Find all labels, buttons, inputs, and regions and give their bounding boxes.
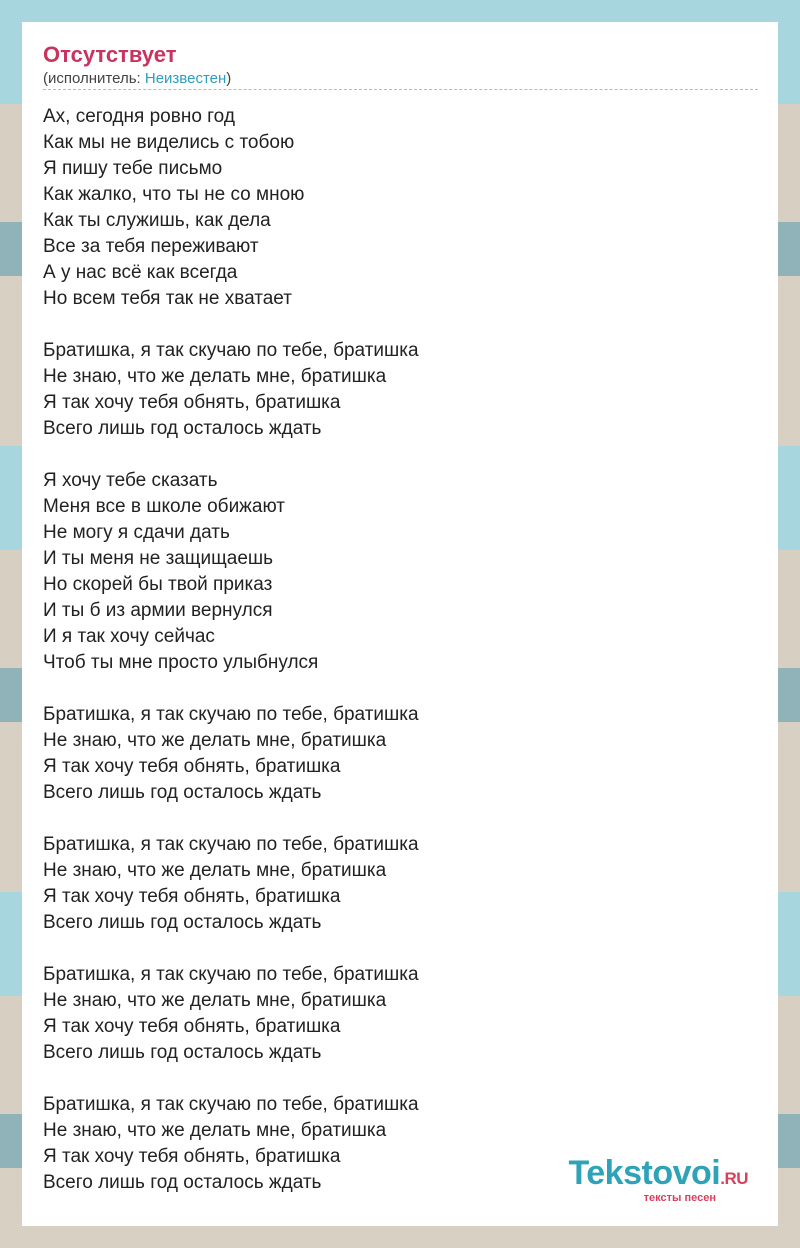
lyrics-line: Все за тебя переживают bbox=[43, 236, 259, 257]
lyrics-stanza bbox=[43, 104, 758, 312]
lyrics-line: Ах, сегодня ровно год bbox=[43, 106, 235, 127]
lyrics-line: Не знаю, что же делать мне, братишка bbox=[43, 730, 387, 751]
lyrics-stanza bbox=[43, 338, 758, 442]
lyrics-stanza bbox=[43, 962, 758, 1066]
song-title: Отсутствует bbox=[43, 42, 177, 67]
lyrics-line: А у нас всё как всегда bbox=[43, 262, 238, 283]
lyrics-line: Братишка, я так скучаю по тебе, братишка bbox=[43, 1094, 419, 1115]
lyrics-line: Я пишу тебе письмо bbox=[43, 158, 223, 179]
lyrics-body bbox=[43, 104, 758, 1196]
lyrics-line: Как жалко, что ты не со мною bbox=[43, 184, 305, 205]
lyrics-card bbox=[22, 22, 778, 1226]
lyrics-line: Меня все в школе обижают bbox=[43, 496, 285, 517]
lyrics-line: Я так хочу тебя обнять, братишка bbox=[43, 756, 341, 777]
lyrics-line: Я так хочу тебя обнять, братишка bbox=[43, 1146, 341, 1167]
lyrics-line: И я так хочу сейчас bbox=[43, 626, 215, 647]
logo-tagline: тексты песен bbox=[643, 1192, 716, 1204]
lyrics-line: Не знаю, что же делать мне, братишка bbox=[43, 1120, 387, 1141]
lyrics-line: Не знаю, что же делать мне, братишка bbox=[43, 366, 387, 387]
lyrics-line: И ты б из армии вернулся bbox=[43, 600, 273, 621]
title-divider bbox=[43, 89, 758, 90]
lyrics-line: Но всем тебя так не хватает bbox=[43, 288, 292, 309]
artist-line bbox=[43, 69, 758, 89]
lyrics-line: И ты меня не защищаешь bbox=[43, 548, 274, 569]
lyrics-line: Всего лишь год осталось ждать bbox=[43, 1042, 322, 1063]
lyrics-line: Братишка, я так скучаю по тебе, братишка bbox=[43, 340, 419, 361]
logo-tld: .RU bbox=[720, 1169, 748, 1188]
lyrics-line: Я так хочу тебя обнять, братишка bbox=[43, 886, 341, 907]
lyrics-line: Как мы не виделись с тобою bbox=[43, 132, 295, 153]
lyrics-line: Как ты служишь, как дела bbox=[43, 210, 271, 231]
site-logo[interactable] bbox=[569, 1156, 748, 1204]
lyrics-line: Но скорей бы твой приказ bbox=[43, 574, 273, 595]
lyrics-line: Всего лишь год осталось ждать bbox=[43, 1172, 322, 1193]
lyrics-stanza bbox=[43, 702, 758, 806]
lyrics-line: Всего лишь год осталось ждать bbox=[43, 418, 322, 439]
lyrics-line: Я так хочу тебя обнять, братишка bbox=[43, 1016, 341, 1037]
lyrics-line: Всего лишь год осталось ждать bbox=[43, 912, 322, 933]
lyrics-stanza bbox=[43, 832, 758, 936]
lyrics-line: Чтоб ты мне просто улыбнулся bbox=[43, 652, 319, 673]
lyrics-stanza bbox=[43, 468, 758, 676]
lyrics-line: Братишка, я так скучаю по тебе, братишка bbox=[43, 834, 419, 855]
logo-name: Tekstovoi bbox=[568, 1154, 721, 1192]
lyrics-line: Братишка, я так скучаю по тебе, братишка bbox=[43, 704, 419, 725]
lyrics-line: Не знаю, что же делать мне, братишка bbox=[43, 990, 387, 1011]
lyrics-line: Не знаю, что же делать мне, братишка bbox=[43, 860, 387, 881]
lyrics-line: Я хочу тебе сказать bbox=[43, 470, 218, 491]
lyrics-line: Всего лишь год осталось ждать bbox=[43, 782, 322, 803]
artist-prefix: (исполнитель: bbox=[43, 70, 145, 87]
lyrics-line: Братишка, я так скучаю по тебе, братишка bbox=[43, 964, 419, 985]
lyrics-line: Я так хочу тебя обнять, братишка bbox=[43, 392, 341, 413]
artist-link[interactable]: Неизвестен bbox=[144, 70, 227, 87]
artist-suffix: ) bbox=[226, 70, 232, 87]
lyrics-line: Не могу я сдачи дать bbox=[43, 522, 230, 543]
